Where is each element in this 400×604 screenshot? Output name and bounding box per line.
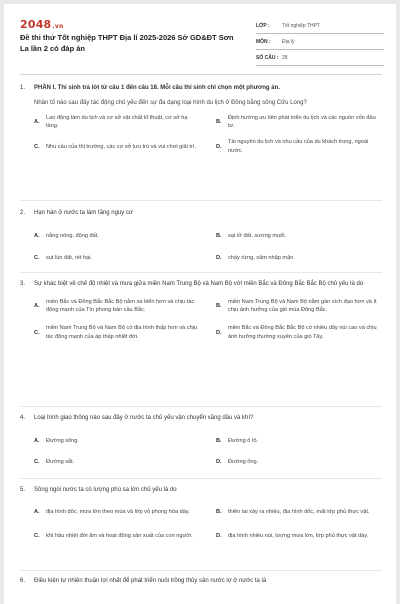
question-stem [20, 486, 382, 495]
answer-option-c[interactable] [34, 528, 200, 544]
option-letter: A. [34, 119, 40, 126]
option-text: Lao động làm du lịch và cơ sở vật chất kĩ thuật, cơ sở hạ tầng. [46, 115, 188, 130]
meta-value: 28 [282, 54, 288, 61]
meta-label: MÔN : [256, 38, 271, 45]
option-text: sụt lún đất, rét hại. [46, 254, 93, 261]
question-number: 6. [20, 578, 26, 584]
option-letter: D. [216, 329, 222, 336]
question-stem [20, 280, 382, 289]
meta-label: LỚP : [256, 22, 270, 29]
question-text: Điều kiện tự nhiên thuận lợi nhất để phát triển nuôi trồng thủy sản nước lợ ở nước ta là [34, 578, 267, 584]
question-stem [20, 84, 382, 93]
option-letter: A. [34, 303, 40, 310]
answer-option-c[interactable] [34, 324, 200, 340]
question-separator [20, 478, 382, 479]
page-title: Đề thi thử Tốt nghiệp THPT Địa lí 2025-2026 Sở GD&ĐT Sơn La lần 2 có đáp án [20, 33, 234, 53]
question-number: 4. [20, 415, 26, 421]
answer-option-a[interactable] [34, 504, 200, 520]
answer-option-a[interactable] [34, 433, 200, 449]
answer-option-d[interactable] [216, 138, 382, 154]
question-text: Sự khác biệt về chế độ nhiệt và mưa giữa miền Nam Trung Bộ và Nam Bộ với miền Bắc và Đông Bắc Bắc Bộ chủ yếu là do [34, 281, 364, 287]
answer-options [34, 504, 382, 544]
option-letter: A. [34, 437, 40, 444]
option-letter: D. [216, 532, 222, 539]
option-text: cháy rừng, xâm nhập mặn. [228, 254, 295, 261]
option-text: Đường sắt. [46, 458, 75, 465]
question-text: Sông ngòi nước ta có lượng phù sa lớn chủ yếu là do [34, 487, 177, 493]
option-text: Nhu cầu của thị trường, các cơ sở lưu trú và vui chơi giải trí. [46, 143, 196, 150]
question-number: 5. [20, 487, 26, 493]
meta-row-subject [256, 34, 384, 50]
answer-option-b[interactable] [216, 114, 382, 130]
option-text: Đường sông. [46, 437, 79, 444]
exam-meta-box [256, 18, 384, 66]
option-letter: C. [34, 329, 40, 336]
question-text: PHẦN I. Thí sinh trả lời từ câu 1 đến câu 18. Mỗi câu thí sinh chỉ chọn một phương án. [34, 85, 280, 91]
option-text: miền Bắc và Đông Bắc Bắc Bộ nằm xa biển hơn và chịu tác động mạnh của Tín phong bán cầu Bắc. [46, 299, 195, 314]
header-divider [20, 74, 382, 75]
option-letter: D. [216, 458, 222, 465]
answer-option-a[interactable] [34, 228, 200, 244]
option-text: Đường ô tô. [228, 437, 259, 444]
question-text: Hạn hán ở nước ta làm tăng nguy cơ [34, 210, 133, 216]
question-5 [20, 486, 382, 544]
option-letter: C. [34, 458, 40, 465]
question-text: Loại hình giao thông nào sau đây ở nước ta chủ yếu vận chuyển xăng dầu và khí? [34, 415, 254, 421]
option-text: sạt lở đất, sương muối. [228, 232, 287, 239]
answer-option-b[interactable] [216, 504, 382, 520]
question-separator [20, 200, 382, 201]
answer-options [34, 114, 382, 155]
answer-option-d[interactable] [216, 324, 382, 340]
option-letter: C. [34, 254, 40, 261]
question-number: 2. [20, 210, 26, 216]
answer-options [34, 228, 382, 266]
answer-option-c[interactable] [34, 250, 200, 266]
option-text: địa hình nhiều núi, lượng mưa lớn, lớp phủ thực vật dày. [228, 532, 369, 539]
question-number: 3. [20, 281, 26, 287]
question-separator [20, 406, 382, 407]
answer-option-b[interactable] [216, 228, 382, 244]
question-4 [20, 414, 382, 470]
logo-main-text: 2048 [20, 18, 52, 31]
question-separator [20, 272, 382, 273]
question-2 [20, 209, 382, 266]
option-letter: A. [34, 508, 40, 515]
option-letter: B. [216, 508, 222, 515]
option-text: thiên tai xảy ra nhiều, địa hình dốc, mất lớp phủ thực vật. [228, 508, 370, 515]
answer-option-d[interactable] [216, 528, 382, 544]
question-intro: Nhân tố nào sau đây tác động chủ yếu đến sự đa dạng loại hình du lịch ở Đồng bằng sông Cửu Long? [34, 100, 307, 106]
question-3 [20, 280, 382, 341]
site-logo[interactable] [20, 18, 63, 31]
option-text: nắng nóng, động đất. [46, 232, 99, 239]
answer-options [34, 298, 382, 341]
question-stem [20, 209, 382, 218]
option-letter: C. [34, 532, 40, 539]
option-text: miền Nam Trung Bộ và Nam Bộ nằm gần xích đạo hơn và ít chịu ảnh hưởng của gió mùa Đông Bắc. [228, 299, 377, 314]
answer-option-d[interactable] [216, 250, 382, 266]
option-text: miền Nam Trung Bộ và Nam Bộ có địa hình thấp hơn và chịu tác động mạnh của áp thấp nhiệt đới. [46, 325, 198, 340]
option-text: Đường ống. [228, 458, 259, 465]
meta-row-question-count [256, 50, 384, 66]
question-stem [20, 414, 382, 423]
answer-option-c[interactable] [34, 138, 200, 154]
option-text: khí hậu nhiệt đới ẩm và hoạt động sản xuất của con người. [46, 532, 193, 539]
question-1 [20, 84, 382, 155]
option-letter: D. [216, 254, 222, 261]
question-stem [20, 577, 382, 586]
answer-option-d[interactable] [216, 454, 382, 470]
option-text: địa hình dốc, mưa lớn theo mùa và lớp vỏ phong hóa dày. [46, 508, 190, 515]
logo-tld-text: .vn [52, 23, 64, 30]
option-letter: B. [216, 232, 222, 239]
question-number: 1. [20, 85, 26, 91]
meta-value: Địa lý [282, 38, 295, 45]
question-separator [20, 570, 382, 571]
option-letter: C. [34, 143, 40, 150]
option-text: Định hướng ưu tiên phát triển du lịch và các nguồn vốn đầu tư. [228, 115, 376, 130]
option-letter: A. [34, 232, 40, 239]
option-letter: B. [216, 437, 222, 444]
answer-option-a[interactable] [34, 114, 200, 130]
answer-option-b[interactable] [216, 433, 382, 449]
meta-label: SỐ CÂU : [256, 54, 279, 61]
answer-option-c[interactable] [34, 454, 200, 470]
answer-options [34, 433, 382, 470]
meta-value: Tốt nghiệp THPT [282, 22, 320, 29]
page-header [4, 4, 396, 72]
option-letter: B. [216, 303, 222, 310]
meta-row-class [256, 18, 384, 34]
option-text: miền Bắc và Đông Bắc Bắc Bộ có nhiều dãy núi cao và chịu ảnh hưởng thường xuyên của gió Tây. [228, 325, 377, 340]
answer-option-b[interactable] [216, 298, 382, 314]
question-6 [20, 577, 382, 586]
exam-page [4, 4, 396, 604]
option-letter: D. [216, 143, 222, 150]
option-letter: B. [216, 119, 222, 126]
answer-option-a[interactable] [34, 298, 200, 314]
option-text: Tài nguyên du lịch và nhu cầu của du khách trong, ngoài nước. [228, 139, 369, 154]
